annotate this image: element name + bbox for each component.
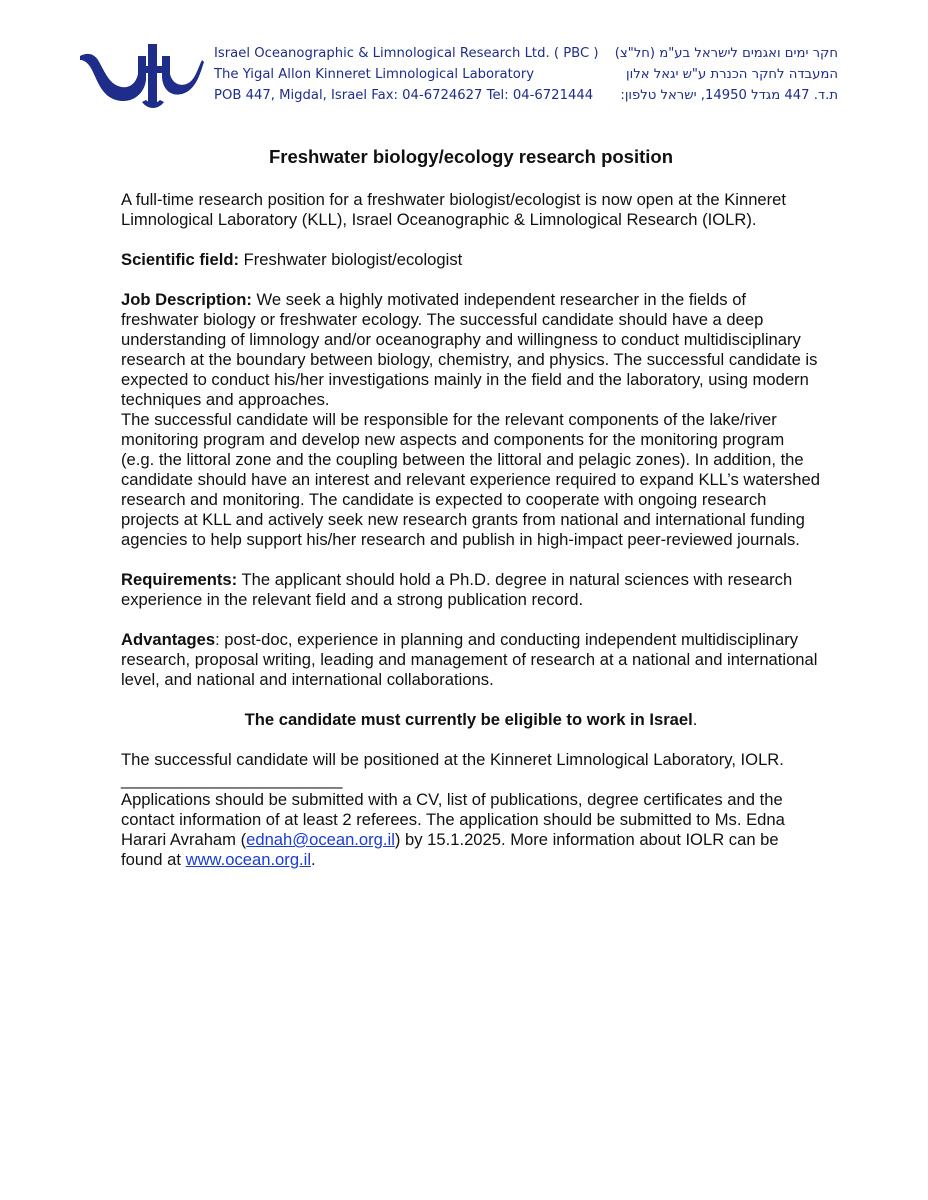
lab-name-english: The Yigal Allon Kinneret Limnological Laboratory <box>214 67 535 82</box>
job-description-text: We seek a highly motivated independent researcher in the fields of freshwater biology or freshwater ecology. The successful candidate should have a deep understanding of limnology and/or oceanography and willingness to conduct multidisciplinary research at the boundary between biology, chemistry, and physics. The successful candidate is expected to conduct his/her investigations mainly in the field and the laboratory, using modern techniques and approaches. <box>121 290 818 409</box>
intro-paragraph: A full-time research position for a freshwater biologist/ecologist is now open at the Kinneret Limnological Laboratory (KLL), Israel Oceanographic & Limnological Research (IOLR). <box>121 190 787 229</box>
requirements-paragraph <box>121 570 821 610</box>
job-description-paragraph-2: The successful candidate will be responsible for the relevant components of the lake/river monitoring program and develop new aspects and components for the monitoring program (e.g. the littoral zone and the coupling between the littoral and pelagic zones). In addition, the candidate should have an interest and relevant experience required to expand KLL’s watershed research and monitoring. The candidate is expected to cooperate with ongoing research projects at KLL and actively seek new research grants from national and international funding agencies to help support his/her research and publish in high-impact peer-reviewed journals. <box>121 410 820 549</box>
contact-hebrew: ת.ד. 447 מגדל 14950, ישראל טלפון: <box>620 88 838 103</box>
advantages-label: Advantages <box>121 630 216 649</box>
divider-line: ________________________ <box>121 770 343 789</box>
applications-text-2: ) by 15.1.2025. More information about IOLR can be found at <box>121 830 779 869</box>
scientific-field-text: Freshwater biologist/ecologist <box>239 250 463 269</box>
letterhead-line-laboratory <box>214 64 838 85</box>
applications-paragraph <box>121 790 821 870</box>
eligibility-note <box>121 710 821 730</box>
advantages-text: : post-doc, experience in planning and conducting independent multidisciplinary research, proposal writing, leading and management of research at a national and international level, and national and international collaborations. <box>121 630 818 689</box>
job-description-label: Job Description: <box>121 290 252 309</box>
scientific-field-label: Scientific field: <box>121 250 240 269</box>
org-name-english: Israel Oceanographic & Limnological Research Ltd. ( PBC ) <box>214 46 599 61</box>
letterhead <box>78 40 838 114</box>
page-title: Freshwater biology/ecology research position <box>268 146 674 167</box>
requirements-label: Requirements: <box>121 570 238 589</box>
contact-english: POB 447, Migdal, Israel Fax: 04-6724627 Tel: 04-6721444 <box>214 88 594 103</box>
advantages-paragraph <box>121 630 821 690</box>
lab-name-hebrew: המעבדה לחקר הכנרת ע"ש יגאל אלון <box>626 67 838 82</box>
eligibility-tail: . <box>692 710 698 729</box>
iolr-logo-icon <box>78 40 204 110</box>
positioned-paragraph: The successful candidate will be positioned at the Kinneret Limnological Laboratory, IOLR. <box>121 750 784 769</box>
org-name-hebrew: חקר ימים ואגמים לישראל בע"מ (חל"צ) <box>614 46 838 61</box>
requirements-text: The applicant should hold a Ph.D. degree in natural sciences with research experience in the relevant field and a strong publication record. <box>121 570 793 609</box>
job-description-paragraph <box>121 290 821 410</box>
letterhead-text <box>214 43 838 106</box>
email-link[interactable]: ednah@ocean.org.il <box>246 830 395 849</box>
eligibility-bold: The candidate must currently be eligible to work in Israel <box>244 710 693 729</box>
applications-text-3: . <box>311 850 316 869</box>
website-link[interactable]: www.ocean.org.il <box>185 850 312 869</box>
scientific-field-paragraph <box>121 250 821 270</box>
document-body <box>121 146 821 890</box>
letterhead-line-contact <box>214 85 838 106</box>
letterhead-line-organization <box>214 43 838 64</box>
applications-text-1: Applications should be submitted with a CV, list of publications, degree certificates and the contact information of at least 2 referees. The application should be submitted to Ms. Edna Harari Avraham ( <box>121 790 785 849</box>
